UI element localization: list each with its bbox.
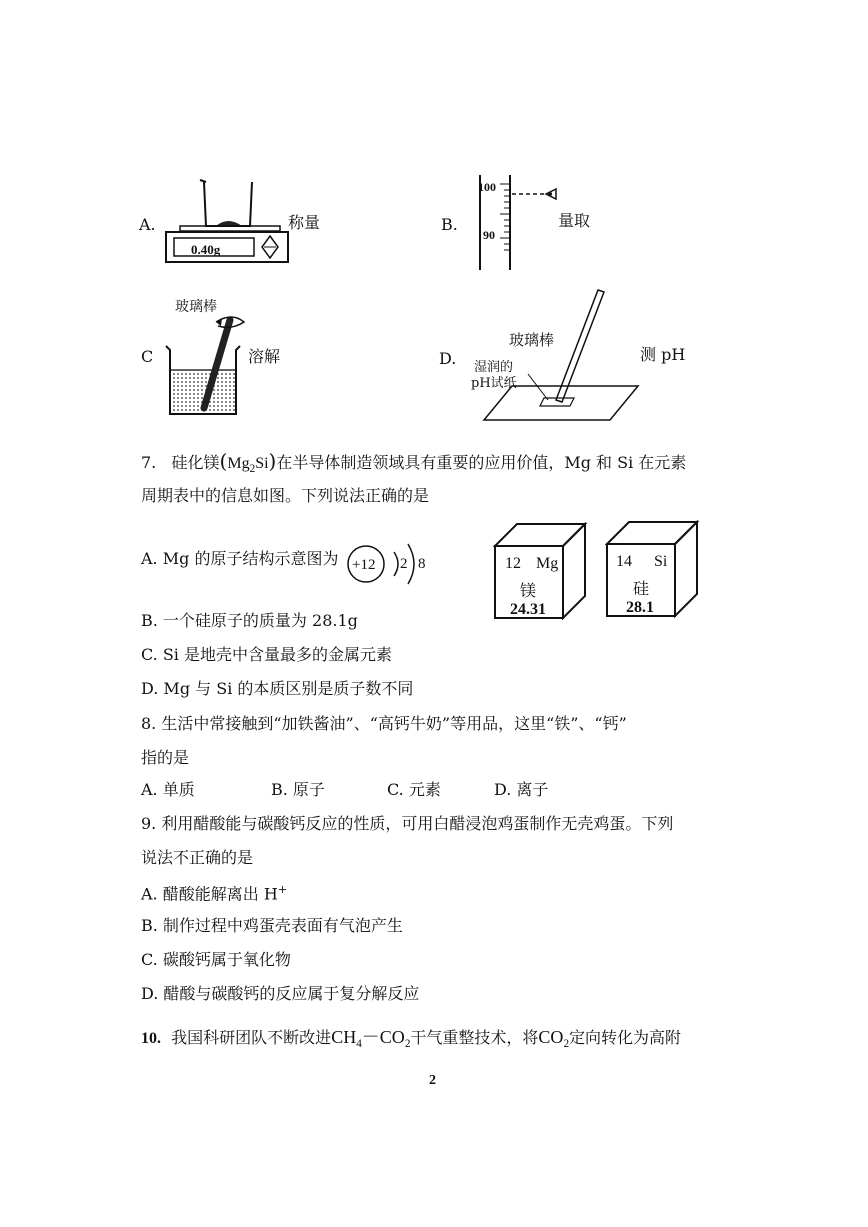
option-d-rod-label: 玻璃棒 [509, 331, 555, 349]
q10-co2-sub: 2 [563, 1038, 570, 1051]
q8-option-c: C. 元素 [387, 780, 441, 799]
option-b-letter: B. [441, 215, 458, 234]
q10-co2: CO [538, 1027, 564, 1047]
option-d-paper-label-2: pH试纸 [471, 376, 517, 391]
q7-text-b: 在半导体制造领域具有重要的应用价值，Mg 和 Si 在元素 [276, 453, 687, 472]
q9-option-b: B. 制作过程中鸡蛋壳表面有气泡产生 [141, 916, 403, 935]
option-c-caption: 溶解 [248, 347, 281, 366]
si-name: 硅 [633, 581, 650, 598]
q9-option-d: D. 醋酸与碳酸钙的反应属于复分解反应 [141, 984, 420, 1003]
cylinder-mark-90: 90 [483, 228, 495, 242]
mg-name: 镁 [520, 583, 537, 600]
option-c-letter: C [141, 347, 154, 366]
mg-shell-2: 8 [418, 556, 426, 572]
q9-option-a-text: A. 醋酸能解离出 H [141, 884, 278, 904]
option-c-rod-label: 玻璃棒 [175, 299, 217, 315]
ph-test-figure [470, 282, 640, 424]
q7-text-a: 硅化镁 [171, 453, 220, 472]
q7-formula-si: Si [255, 455, 269, 472]
balance-figure [160, 170, 295, 270]
q7-formula-open: ( [219, 449, 228, 473]
q8-line2: 指的是 [141, 748, 190, 767]
option-d-caption: 测 pH [640, 345, 686, 364]
mg-shell-1: 2 [400, 556, 408, 572]
q8-option-d: D. 离子 [494, 780, 549, 799]
q7-option-a: A. Mg 的原子结构示意图为 [141, 549, 339, 568]
q9-line1: 9. 利用醋酸能与碳酸钙反应的性质，可用白醋浸泡鸡蛋制作无壳鸡蛋。下列 [141, 814, 674, 833]
mg-nucleus: +12 [352, 557, 376, 573]
option-d-letter: D. [439, 349, 457, 368]
balance-display: 0.40g [191, 242, 221, 257]
q8-option-a: A. 单质 [141, 780, 195, 799]
cylinder-mark-100: 100 [478, 180, 496, 194]
si-atomic-number: 14 [616, 553, 632, 570]
q7-line2: 周期表中的信息如图。下列说法正确的是 [141, 486, 430, 505]
beaker-figure [160, 300, 245, 420]
mg-symbol: Mg [536, 555, 559, 572]
q10-text-a: 我国科研团队不断改进 [171, 1028, 332, 1047]
q9-option-a-sup: + [277, 883, 288, 896]
q10-number: 10. [141, 1030, 161, 1047]
q7-option-c: C. Si 是地壳中含量最多的金属元素 [141, 645, 393, 664]
q10-ch: CH [331, 1027, 357, 1047]
q10-co-sub: 2 [404, 1038, 411, 1051]
q7-formula-close: ) [268, 449, 277, 473]
q7-formula-sub: 2 [249, 463, 256, 476]
q7-line1 [141, 451, 686, 475]
q9-line2: 说法不正确的是 [141, 848, 254, 867]
q10-line1 [141, 1028, 681, 1050]
page-number: 2 [429, 1073, 436, 1088]
q9-option-c: C. 碳酸钙属于氧化物 [141, 950, 291, 969]
mg-atomic-mass: 24.31 [510, 601, 546, 618]
q7-formula-mg: Mg [227, 455, 250, 472]
mg-atomic-number: 12 [505, 555, 521, 572]
q8-line1: 8. 生活中常接触到“加铁酱油”、“高钙牛奶”等用品，这里“铁”、“钙” [141, 714, 627, 733]
q8-option-b: B. 原子 [271, 780, 325, 799]
q9-option-a [141, 884, 287, 902]
option-a-caption: 称量 [288, 213, 321, 232]
q7-option-d: D. Mg 与 Si 的本质区别是质子数不同 [141, 679, 414, 698]
q10-ch-sub: 4 [356, 1038, 362, 1051]
q10-text-c: 定向转化为高附 [569, 1028, 682, 1047]
option-d-paper-label-1: 湿润的 [474, 360, 514, 375]
q7-number: 7. [141, 453, 157, 472]
q7-option-b: B. 一个硅原子的质量为 28.1g [141, 611, 358, 630]
q10-dash-co: －CO [361, 1027, 405, 1047]
q10-text-b: 干气重整技术，将 [410, 1028, 539, 1047]
si-symbol: Si [654, 553, 668, 570]
option-b-caption: 量取 [558, 211, 591, 230]
option-a-letter: A. [139, 215, 156, 234]
si-atomic-mass: 28.1 [626, 599, 654, 616]
